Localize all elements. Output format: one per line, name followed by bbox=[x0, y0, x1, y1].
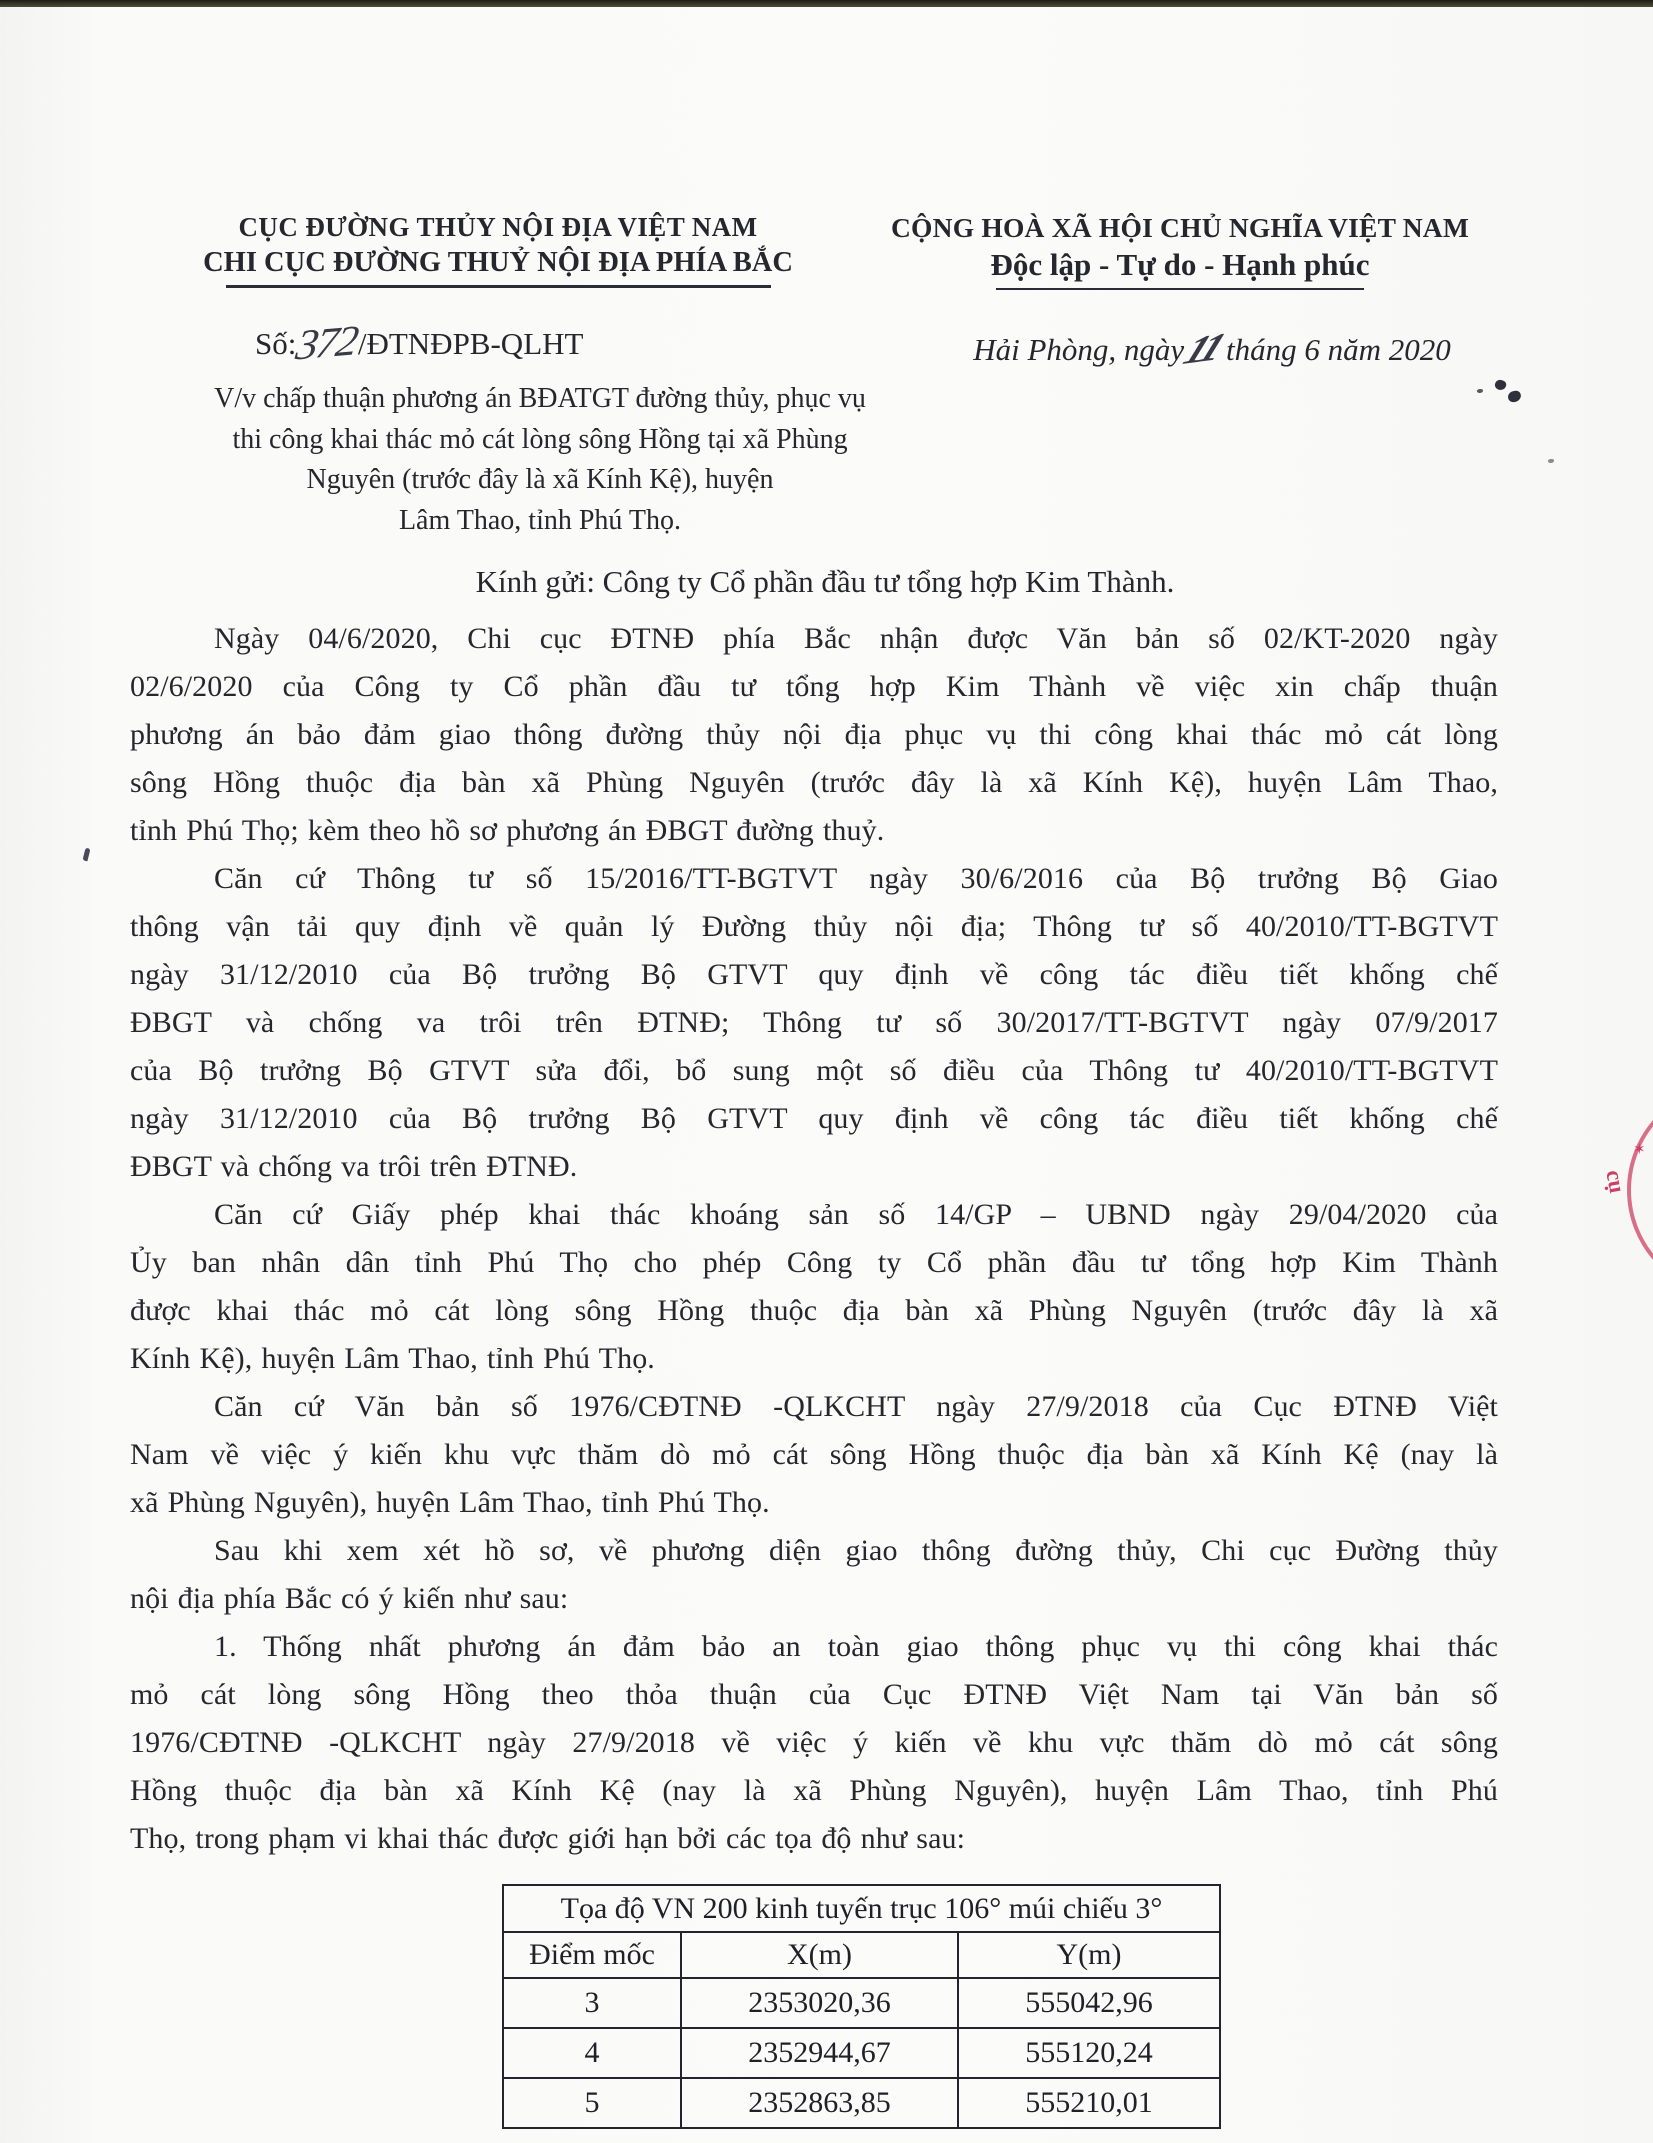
stamp-star-glyph: ✶ bbox=[1633, 1142, 1646, 1158]
national-title: CỘNG HOÀ XÃ HỘI CHỦ NGHĨA VIỆT NAM bbox=[891, 212, 1469, 243]
table-header-row bbox=[503, 1932, 1220, 1978]
table-row bbox=[503, 1978, 1220, 2028]
subject-block bbox=[128, 379, 952, 541]
motto-underline bbox=[996, 288, 1364, 290]
subject-line: thi công khai thác mỏ cát lòng sông Hồng tại xã Phùng bbox=[232, 423, 848, 455]
body-line: ngày 31/12/2010 của Bộ trưởng Bộ GTVT quy định về công tác điều tiết khống chế bbox=[130, 1102, 1498, 1135]
body-line: Sau khi xem xét hồ sơ, về phương diện giao thông đường thủy, Chi cục Đường thủy bbox=[214, 1534, 1498, 1567]
body-line: Kính Kệ), huyện Lâm Thao, tỉnh Phú Thọ. bbox=[130, 1342, 655, 1375]
table-cell-y: 555120,24 bbox=[958, 2028, 1220, 2078]
ink-speck bbox=[1494, 379, 1508, 392]
body-line: 1. Thống nhất phương án đảm bảo an toàn giao thông phục vụ thi công khai thác bbox=[214, 1630, 1498, 1663]
body-line: ĐBGT và chống va trôi trên ĐTNĐ; Thông tư số 30/2017/TT-BGTVT ngày 07/9/2017 bbox=[130, 1006, 1498, 1039]
body-line: Ủy ban nhân dân tỉnh Phú Thọ cho phép Công ty Cổ phần đầu tư tổng hợp Kim Thành bbox=[130, 1246, 1498, 1279]
table-cell-y: 555042,96 bbox=[958, 1978, 1220, 2028]
document-number-prefix: Số: bbox=[255, 326, 297, 361]
body-line: Căn cứ Giấy phép khai thác khoáng sản số 14/GP – UBND ngày 29/04/2020 của bbox=[214, 1198, 1498, 1231]
document-number-handwritten: 372 bbox=[293, 317, 361, 370]
date-suffix: tháng 6 năm 2020 bbox=[1226, 332, 1451, 367]
table-row bbox=[503, 2028, 1220, 2078]
margin-ink-mark bbox=[83, 848, 91, 862]
paragraph-1 bbox=[130, 615, 1498, 855]
org-underline bbox=[226, 285, 771, 288]
body-line: nội địa phía Bắc có ý kiến như sau: bbox=[130, 1582, 569, 1615]
body-line: Ngày 04/6/2020, Chi cục ĐTNĐ phía Bắc nhận được Văn bản số 02/KT-2020 ngày bbox=[214, 622, 1498, 655]
body-line: ĐBGT và chống va trôi trên ĐTNĐ. bbox=[130, 1150, 578, 1183]
subject-line: Lâm Thao, tỉnh Phú Thọ. bbox=[398, 504, 682, 536]
subject-line: V/v chấp thuận phương án BĐATGT đường thủy, phục vụ bbox=[214, 383, 866, 414]
table-title: Tọa độ VN 200 kinh tuyến trục 106° múi chiếu 3° bbox=[503, 1885, 1220, 1932]
place-date-line bbox=[912, 324, 1512, 373]
date-prefix: Hải Phòng, ngày bbox=[973, 332, 1185, 367]
body-line: ngày 31/12/2010 của Bộ trưởng Bộ GTVT quy định về công tác điều tiết khống chế bbox=[130, 958, 1498, 991]
ink-speck bbox=[1548, 459, 1554, 463]
national-motto: Độc lập - Tự do - Hạnh phúc bbox=[990, 247, 1370, 282]
body-line: của Bộ trưởng Bộ GTVT sửa đổi, bổ sung một số điều của Thông tư 40/2010/TT-BGTVT bbox=[130, 1054, 1498, 1087]
body-line: 02/6/2020 của Công ty Cổ phần đầu tư tổng hợp Kim Thành về việc xin chấp thuận bbox=[130, 670, 1498, 703]
document-number-suffix: /ĐTNĐPB-QLHT bbox=[357, 326, 584, 361]
table-row bbox=[503, 2078, 1220, 2128]
org-parent-name: CỤC ĐƯỜNG THỦY NỘI ĐỊA VIỆT NAM bbox=[238, 212, 758, 242]
body-line: phương án bảo đảm giao thông đường thủy nội địa phục vụ thi công khai thác mỏ cát lòng bbox=[130, 718, 1498, 751]
body-line: Căn cứ Thông tư số 15/2016/TT-BGTVT ngày 30/6/2016 của Bộ trưởng Bộ Giao bbox=[214, 862, 1498, 895]
date-day-handwritten: 11 bbox=[1177, 324, 1230, 373]
body-line: được khai thác mỏ cát lòng sông Hồng thuộc địa bàn xã Phùng Nguyên (trước đây là xã bbox=[130, 1294, 1498, 1327]
paragraph-4 bbox=[130, 1383, 1498, 1527]
round-stamp-arc bbox=[1627, 1083, 1653, 1297]
stamp-partial-text: cụ bbox=[1601, 1168, 1630, 1195]
paragraph-6 bbox=[130, 1623, 1498, 1863]
issuing-org-block bbox=[128, 212, 868, 288]
body-line: Nam về việc ý kiến khu vực thăm dò mỏ cát sông Hồng thuộc địa bàn xã Kính Kệ (nay là bbox=[130, 1438, 1498, 1471]
body-line: 1976/CĐTNĐ -QLKCHT ngày 27/9/2018 về việc ý kiến về khu vực thăm dò mỏ cát sông bbox=[130, 1726, 1498, 1759]
body-line: Hồng thuộc địa bàn xã Kính Kệ (nay là xã Phùng Nguyên), huyện Lâm Thao, tỉnh Phú bbox=[130, 1774, 1498, 1807]
paragraph-3 bbox=[130, 1191, 1498, 1383]
national-header-block bbox=[848, 212, 1512, 290]
coordinates-table bbox=[502, 1884, 1221, 2129]
body-line: Thọ, trong phạm vi khai thác được giới hạn bởi các tọa độ như sau: bbox=[130, 1822, 966, 1855]
scanner-edge-band bbox=[0, 0, 1653, 7]
table-cell-x: 2352944,67 bbox=[681, 2028, 958, 2078]
body-line: sông Hồng thuộc địa bàn xã Phùng Nguyên (trước đây là xã Kính Kệ), huyện Lâm Thao, bbox=[130, 766, 1498, 799]
table-cell-x: 2353020,36 bbox=[681, 1978, 958, 2028]
ink-speck bbox=[1507, 390, 1522, 403]
body-line: xã Phùng Nguyên), huyện Lâm Thao, tỉnh Phú Thọ. bbox=[130, 1486, 770, 1519]
table-cell-point: 3 bbox=[503, 1978, 681, 2028]
document-number bbox=[255, 317, 584, 370]
column-header-y: Y(m) bbox=[958, 1932, 1220, 1978]
recipient-line: Kính gửi: Công ty Cổ phần đầu tư tổng hợp Kim Thành. bbox=[475, 564, 1175, 599]
table-cell-x: 2352863,85 bbox=[681, 2078, 958, 2128]
body-block bbox=[130, 615, 1498, 1863]
paragraph-5 bbox=[130, 1527, 1498, 1623]
column-header-x: X(m) bbox=[681, 1932, 958, 1978]
ink-speck bbox=[1477, 389, 1483, 393]
table-cell-point: 4 bbox=[503, 2028, 681, 2078]
column-header-point: Điểm mốc bbox=[503, 1932, 681, 1978]
paragraph-2 bbox=[130, 855, 1498, 1191]
body-line: mỏ cát lòng sông Hồng theo thỏa thuận của Cục ĐTNĐ Việt Nam tại Văn bản số bbox=[130, 1678, 1498, 1711]
body-line: Căn cứ Văn bản số 1976/CĐTNĐ -QLKCHT ngày 27/9/2018 của Cục ĐTNĐ Việt bbox=[214, 1390, 1498, 1423]
table-title-row bbox=[503, 1885, 1220, 1932]
org-name: CHI CỤC ĐƯỜNG THUỶ NỘI ĐỊA PHÍA BẮC bbox=[203, 247, 793, 278]
table-cell-y: 555210,01 bbox=[958, 2078, 1220, 2128]
subject-line: Nguyên (trước đây là xã Kính Kệ), huyện bbox=[306, 464, 774, 495]
body-line: thông vận tải quy định về quản lý Đường thủy nội địa; Thông tư số 40/2010/TT-BGTVT bbox=[130, 910, 1498, 943]
table-cell-point: 5 bbox=[503, 2078, 681, 2128]
body-line: tỉnh Phú Thọ; kèm theo hồ sơ phương án ĐBGT đường thuỷ. bbox=[130, 814, 885, 847]
